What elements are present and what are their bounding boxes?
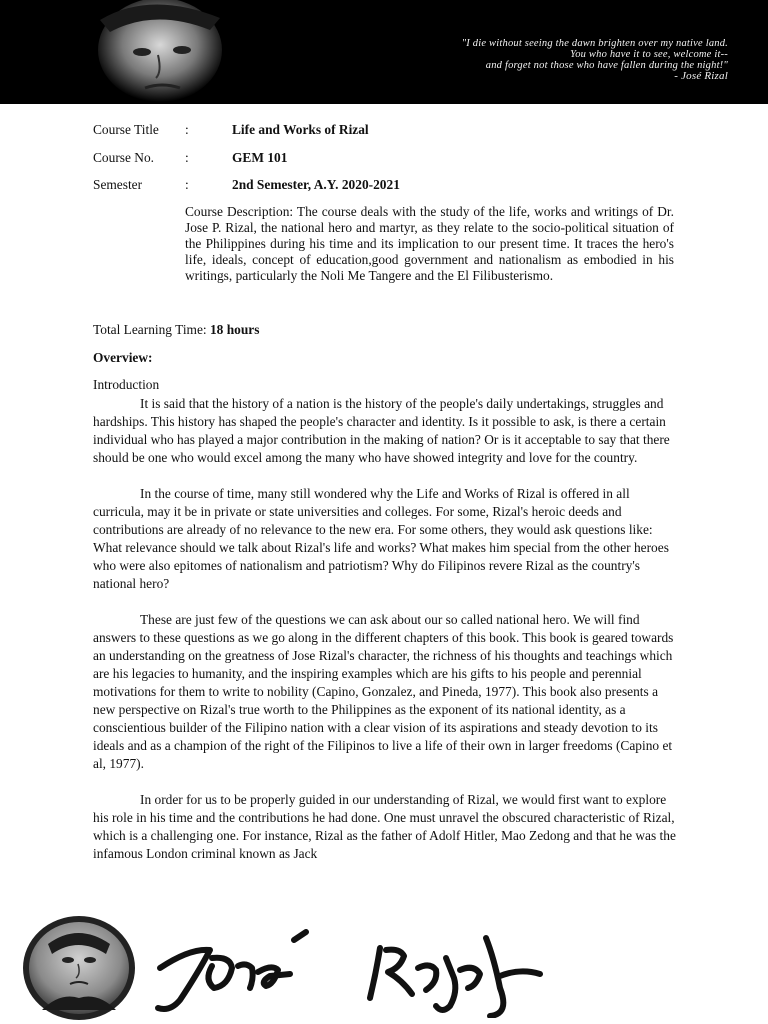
semester-value: 2nd Semester, A.Y. 2020-2021 <box>232 177 400 192</box>
rizal-medallion-image <box>20 914 138 1022</box>
paragraph: In order for us to be properly guided in our understanding of Rizal, we would first want to explore his role in his time and the contributions he had done. One must unravel the obscured characteristic of Rizal, which is a challenging one. For instance, Rizal as the father of Adolf Hitler, Mao Zedong and that he was the infamous London criminal known as Jack <box>93 792 676 861</box>
quote-line: and forget not those who have fallen during the night!" <box>485 60 728 71</box>
introduction-heading: Introduction <box>93 377 160 392</box>
learning-time-label: Total Learning Time: <box>93 322 207 337</box>
course-description: Course Description: The course deals with the study of the life, works and writings of Dr. Jose P. Rizal, the national hero and martyr, as they relate to the socio-political situation of the Philippines during his time and its implication to our present time. It traces the hero's life, ideals, concept of education,good government and nationalism as embodied in his writings, particularly the Noli Me Tangere and the El Filibusterismo. <box>185 204 674 283</box>
colon: : <box>185 122 189 137</box>
footer-decoration <box>0 908 768 1024</box>
course-title-value: Life and Works of Rizal <box>232 122 369 137</box>
learning-time-value: 18 hours <box>209 322 260 337</box>
banner-quote <box>258 38 728 82</box>
rizal-signature-image <box>150 928 710 1018</box>
colon: : <box>185 177 189 192</box>
quote-line: You who have it to see, welcome it-- <box>570 49 728 60</box>
overview-heading: Overview: <box>93 350 153 365</box>
rizal-portrait-image <box>60 0 270 104</box>
paragraph: These are just few of the questions we can ask about our so called national hero. We will find answers to these questions as we go along in the different chapters of this book. This book is geared towards an understanding on the greatness of Jose Rizal's character, the richness of his thoughts and teachings which are his legacies to humanity, and the inspiring examples which are his gifts to his people and perennial motivations for them to write to nobility (Capino, Gonzalez, and Pineda, 1977). This book also presents a new perspective on Rizal's true worth to the Philippines as the exponent of its national identity, as a conscientious builder of the Filipino nation with a clear vision of its aspirations and steady devotion to its ideals and as a champion of the right of the Filipinos to live a life of their own in larger freedoms (Capino et al, 1977). <box>93 612 674 771</box>
quote-line: "I die without seeing the dawn brighten over my native land. <box>461 38 728 49</box>
quote-author: - José Rizal <box>674 70 728 82</box>
course-no-label: Course No. <box>93 150 154 165</box>
introduction-body <box>93 395 678 881</box>
colon: : <box>185 150 189 165</box>
paragraph: It is said that the history of a nation is the history of the people's daily undertakings, struggles and hardships. This history has shaped the people's character and identity. Is it possible to ask, is there a certain individual who has played a major contribution in the making of nation? Or is it acceptable to say that there should be one who would excel among the many who have showed integrity and love for the country. <box>93 396 670 465</box>
paragraph: In the course of time, many still wondered why the Life and Works of Rizal is offered in all curricula, may it be in private or state universities and colleges. For some, Rizal's heroic deeds and contributions are already of no relevance to the new era. For some others, they would ask questions like: What relevance should we talk about Rizal's life and works? What makes him special from the other heroes who were also epitomes of nationalism and patriotism? Why do Filipinos revere Rizal as the country's national hero? <box>93 486 669 591</box>
course-title-label: Course Title <box>93 122 159 137</box>
semester-label: Semester <box>93 177 143 192</box>
header-banner <box>0 0 768 104</box>
total-learning-time <box>93 322 259 338</box>
course-no-value: GEM 101 <box>232 150 288 165</box>
